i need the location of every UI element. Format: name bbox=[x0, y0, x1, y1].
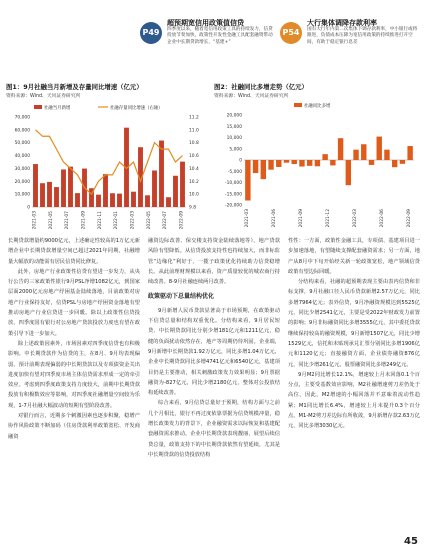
paragraph: 综合来看，9月信贷总量好于预期，结构方面与之前几个月相比，银行不再过度依靠票据为信贷规模冲量，稳增长政策发力的背景下，企业融资需求以际恢复和基建配套融资需求推动。企业中长期贷款表现靓丽，展望后续信贷总量，政策支持下的中长期贷款依然有望延续，尤其是中长期贷款的信贷投放结构 bbox=[148, 400, 280, 458]
figure-2-chart bbox=[214, 101, 422, 229]
x-tick-label: 2022-07 bbox=[163, 211, 169, 229]
y-tick-label: 5,000 bbox=[229, 147, 242, 153]
x-tick-label: 2021-09 bbox=[298, 209, 304, 228]
bar bbox=[322, 154, 327, 160]
legend-label: 社融存量同比增速（右轴） bbox=[110, 106, 163, 111]
y-tick-label: 60,000 bbox=[14, 128, 30, 134]
x-tick-label: 2022-01 bbox=[114, 211, 120, 229]
y-tick-label: 0 bbox=[239, 158, 242, 164]
x-tick-label: 2021-03 bbox=[244, 209, 250, 228]
y-tick-label: -5,000 bbox=[227, 169, 242, 175]
bar bbox=[268, 160, 273, 170]
legend-swatch-bar bbox=[294, 103, 302, 107]
page-tag-p54: P54 bbox=[280, 22, 302, 44]
section-heading: 政策驱动下总量结构优化 bbox=[148, 293, 215, 301]
y-tick-label: 30,000 bbox=[14, 166, 30, 172]
page-number: 45 bbox=[404, 536, 418, 547]
bar bbox=[338, 138, 343, 160]
bar bbox=[47, 182, 52, 207]
banner-title: 超预期宽信用政策值信贷 bbox=[167, 19, 244, 27]
paragraph: 9月M2同比增长12.1%，增速较上月末回落0.1个百分点，主要受基数效应影响，M2社融增速剪刀差仍处于高位，因此，M2增速的小幅回落并不意味着流动性趋紧；M1同比增长6.4%，增速较上月末提升0.3个百分点，M1-M2剪刀差边际有所收敛，9月新增存款2.63万亿元，同比多增3030亿元。 bbox=[288, 371, 420, 430]
bar bbox=[145, 195, 150, 207]
bar bbox=[131, 192, 136, 207]
y-tick-label: 50,000 bbox=[14, 141, 30, 147]
banner-title: 大行集体调降存款利率 bbox=[307, 19, 377, 27]
bar bbox=[261, 160, 266, 179]
page-tag-p49: P49 bbox=[140, 22, 162, 44]
bar bbox=[307, 160, 312, 166]
bar bbox=[253, 160, 258, 173]
y-tick-label: 20,000 bbox=[226, 113, 242, 119]
bar bbox=[152, 170, 157, 207]
bar bbox=[292, 160, 297, 164]
text-column-right bbox=[288, 236, 420, 536]
figure-1 bbox=[6, 82, 209, 230]
legend-label: 社融同比多增 bbox=[304, 104, 331, 109]
bar bbox=[166, 197, 171, 207]
bar bbox=[96, 195, 101, 207]
text-column-left bbox=[8, 236, 140, 536]
bar bbox=[315, 160, 320, 166]
legend-label: 社融当月新增 bbox=[44, 106, 71, 111]
bar bbox=[284, 160, 289, 163]
figure-1-chart bbox=[6, 101, 209, 229]
y-tick-label: 10,000 bbox=[226, 136, 242, 141]
y-tick-label: -10,000 bbox=[225, 181, 242, 186]
banner-desc: 四季度以来，随着宽信用政策工具的持续发力，信贷投放节奏加快，政策性开发性金融工具配套融资带动企业中长期贷款增长，“基建+” bbox=[167, 27, 273, 45]
bar bbox=[75, 193, 80, 207]
y-tick-label: 15,000 bbox=[226, 124, 242, 130]
bar bbox=[330, 160, 335, 165]
bar bbox=[33, 164, 38, 207]
banner-p54 bbox=[280, 10, 420, 56]
y-tick-label: 10,000 bbox=[14, 192, 30, 198]
paragraph: 对银行而言，近期多个刺激因素也逐步积聚，稳增产协作风险政策不断加码（住房贷款利率政策宽松、开发商融资 bbox=[8, 413, 140, 440]
x-tick-label: 2022-09 bbox=[179, 211, 185, 229]
x-tick-label: 2021-03 bbox=[32, 211, 38, 229]
bar bbox=[173, 176, 178, 207]
paragraph: 性性：一方面，政策性金融工具，专项债、基建项目进一步加速落地，有望随续支撑配套融资需求；另一方面，地产从8月中下旬开始经关新一轮政策宽松，地产领域信贷政策有望边际回暖。 bbox=[288, 238, 420, 275]
y-tick-label: 70,000 bbox=[14, 115, 30, 121]
x-tick-label: 2021-09 bbox=[81, 211, 87, 229]
bar bbox=[353, 150, 358, 160]
y2-tick-label: 9.8 bbox=[189, 205, 196, 211]
paragraph: 长期贷款增量约9000亿元，上述确定性较高的1万亿元新增企业中长期贷款增量空间已超过2021年同期，社融增量大幅放的动能需有居民信贷同比修复。 bbox=[8, 238, 140, 265]
y-tick-label: -15,000 bbox=[225, 192, 242, 198]
bar bbox=[299, 160, 304, 167]
figure-1-title: 图1：9月社融当月新增及存量同比增速（亿元） bbox=[6, 83, 143, 91]
bar bbox=[180, 162, 185, 207]
bar bbox=[61, 169, 66, 207]
paragraph: 分结构来看，社融的超预期表现主要由表内信贷和非标支撑，9月社融口径人民币贷款新增2.57万亿元，同比多增7964亿元；表外信贷，9月净融资规模达到5525亿元，同比少增2541亿元，主要是受2022年财政发力前置的影响；9月非标融资同比多增3555亿元，其中委托贷款继续保持较高的融资规模，9月新增1507亿元，同比少增1529亿元，信托和未贴现承兑汇票分别同比多增1906亿元和1120亿元；直接融资方面，企业债券融资876亿元，同比少增261亿元，股票融资同比多增249亿元。 bbox=[288, 279, 420, 368]
bar bbox=[361, 144, 366, 160]
y2-tick-label: 10.4 bbox=[189, 166, 199, 172]
y-tick-label: 0 bbox=[27, 205, 30, 211]
paragraph: 此外，房地产行业政策性信贷有望进一步发力，从央行公告的三家政策性银行9月PSL净增1082亿元，到国家层面2000亿元房地产纾困基金陆续落地，目前政策对房地产行业保持友好，信贷PSL与房地产纾困资金落地有望推动房地产行业信贷进一步回暖。除以上政策性信贷投放，四季度国有银行对公房地产贷款投放力度也有望在政策引导下进一步加大。 bbox=[8, 268, 140, 337]
bar bbox=[117, 194, 122, 207]
x-tick-label: 2022-09 bbox=[407, 209, 413, 228]
bar bbox=[346, 160, 351, 185]
bar bbox=[384, 150, 389, 160]
paragraph: 除上述政策因素外，市场因素对四季度信贷也有积极影响。中长期贷款作为信贷的主，在8月、9月均表现偏弱，预计前期表现偏弱的中长期贷款以及专项债资金关出进度加快有望对四季度市场主体信贷需求形成一定的牵引效应。考虑到四季度政策支持力度较大，前期中长期贷款投放有积极数效应等影响，对四季度社融增量空间较为乐观，1-7月社融大幅波动的短期有望阶段改善。 bbox=[8, 340, 140, 409]
figure-2-source: 资料来源：Wind、天风证券研究所 bbox=[214, 94, 289, 99]
x-tick-label: 2022-03 bbox=[130, 211, 136, 229]
x-tick-label: 2021-05 bbox=[48, 211, 54, 229]
bar bbox=[103, 174, 108, 207]
bar bbox=[110, 193, 115, 207]
bar bbox=[369, 160, 374, 165]
bar bbox=[377, 137, 382, 160]
bar bbox=[159, 141, 164, 207]
bar bbox=[392, 160, 397, 167]
paragraph: 9月新增人民币贷款显著高于市场预期，在政策驱动下信贷总量和结构双重优化。分结构来看，9月居民短贷、中长期贷款同比分别少增181亿元和1211亿元，稳健的负面扰动依然存在，地产等周期仍待巩固。企业端，9月新增中长期贷款1.92万亿元，同比多增1.04万亿元，企业中长期贷款同比多增4741亿元和6540亿元，基建项目仍是主要推动，相关刺激政策发力效果明显；9月票据融资为-827亿元，同比少增2180亿元，整体对公投放结构延续改善。 bbox=[148, 307, 280, 397]
y-tick-label: -20,000 bbox=[225, 203, 242, 209]
y2-tick-label: 11.2 bbox=[189, 115, 199, 121]
text-column-middle bbox=[148, 236, 280, 536]
x-tick-label: 2021-06 bbox=[271, 209, 277, 228]
x-tick-label: 2021-12 bbox=[326, 209, 331, 228]
y-tick-label: 40,000 bbox=[14, 154, 30, 160]
y2-tick-label: 11.0 bbox=[189, 128, 199, 134]
x-tick-label: 2022-03 bbox=[353, 209, 359, 228]
bar bbox=[54, 187, 59, 207]
bar bbox=[68, 167, 73, 207]
paragraph: 融资边际改善、保交楼支持资金陆续落地等），地产贷款风险有望降低。从信贷投放支持性也持续加大，而非标监管“边缘化”利好于，一揽子政策优化持续助力信贷稳增长。从此前理财规模以来看，资产质量较优的城农商行持续改善。8-9月社融连续两月改善。 bbox=[148, 238, 280, 286]
y2-tick-label: 10.2 bbox=[189, 179, 199, 185]
x-tick-label: 2021-07 bbox=[65, 211, 71, 229]
bar bbox=[245, 160, 250, 201]
x-tick-label: 2022-06 bbox=[380, 209, 386, 228]
bar bbox=[40, 183, 45, 207]
x-tick-label: 2021-11 bbox=[97, 211, 103, 229]
figure-2-title: 图2：社融同比多增走势（亿元） bbox=[214, 83, 308, 91]
y-tick-label: 20,000 bbox=[14, 179, 30, 185]
legend-swatch-bar bbox=[34, 105, 42, 109]
banner-p49 bbox=[140, 10, 274, 56]
figure-1-source: 资料来源：Wind、天风证券研究所 bbox=[6, 94, 81, 99]
bar bbox=[407, 146, 412, 160]
x-tick-label: 2022-05 bbox=[146, 211, 152, 229]
banner-desc: 国有大行年内第二次集体下调存款利率，中小银行或将跟进，负债成本压降为宽信用政策的持续推进打开空间，有助于稳定银行息差 bbox=[307, 27, 418, 45]
y2-tick-label: 10.8 bbox=[189, 141, 199, 147]
y2-tick-label: 10.6 bbox=[189, 154, 199, 160]
bar bbox=[400, 160, 405, 164]
bar bbox=[276, 160, 281, 167]
y2-tick-label: 10.0 bbox=[189, 192, 199, 198]
figure-2 bbox=[214, 82, 422, 230]
